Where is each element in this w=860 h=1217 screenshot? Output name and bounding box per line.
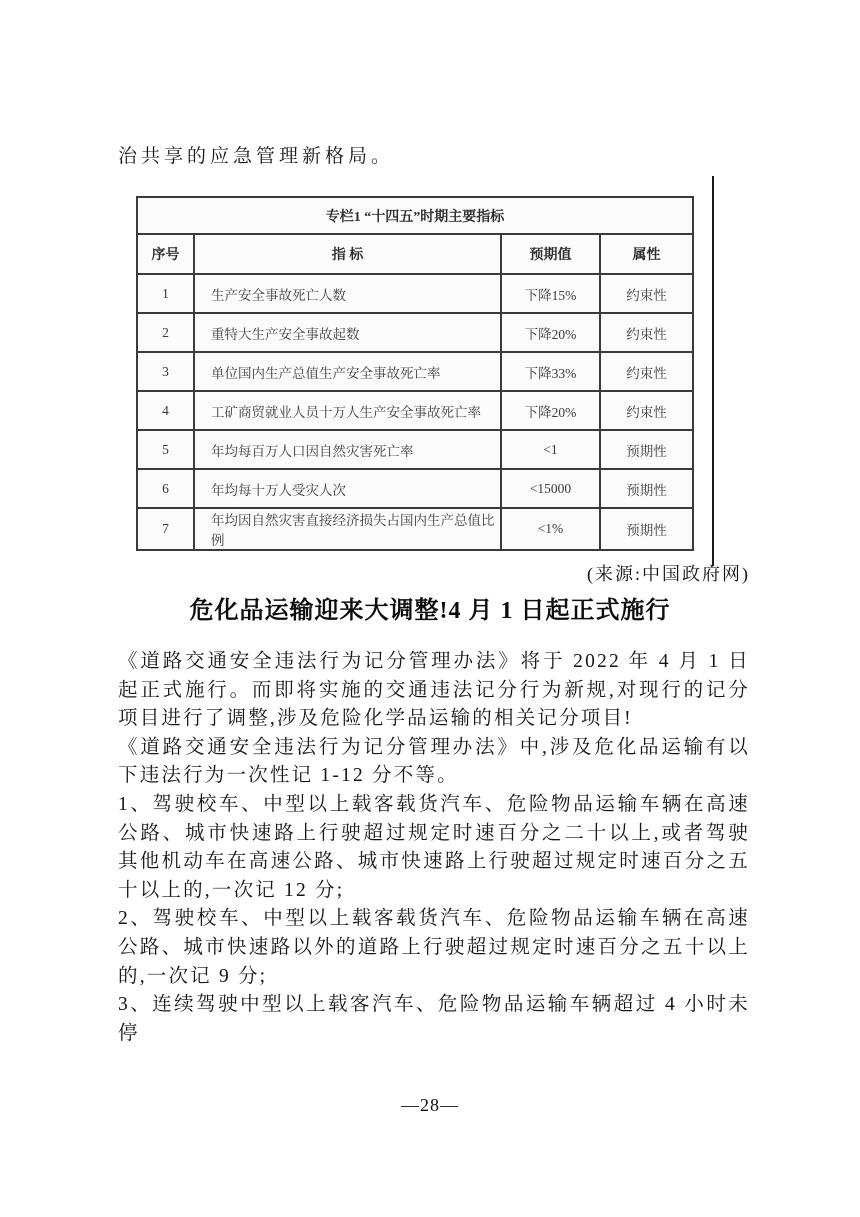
cell-no: 1 [137, 274, 194, 313]
table-row [137, 352, 693, 391]
table-row [137, 430, 693, 469]
cell-expected: <15000 [501, 469, 600, 508]
col-header-indicator: 指 标 [194, 234, 501, 274]
list-item-1: 1、驾驶校车、中型以上载客载货汽车、危险物品运输车辆在高速公路、城市快速路上行驶超过规定时速百分之二十以上,或者驾驶其他机动车在高速公路、城市快速路上行驶超过规定时速百分之五十以上的,一次记 12 分; [118, 793, 750, 901]
cell-indicator: 生产安全事故死亡人数 [194, 274, 501, 313]
cell-attribute: 预期性 [600, 508, 693, 550]
cell-expected: 下降20% [501, 391, 600, 430]
cell-indicator: 单位国内生产总值生产安全事故死亡率 [194, 352, 501, 391]
cell-attribute: 预期性 [600, 469, 693, 508]
intro-text: 治共享的应急管理新格局。 [118, 146, 395, 167]
article-body [118, 648, 750, 1048]
list-item-3: 3、连续驾驶中型以上载客汽车、危险物品运输车辆超过 4 小时未停 [118, 994, 750, 1044]
source-attribution: (来源:中国政府网) [587, 564, 750, 584]
page-number: —28— [401, 1095, 459, 1115]
cell-no: 6 [137, 469, 194, 508]
article-headline: 危化品运输迎来大调整!4 月 1 日起正式施行 [189, 598, 671, 624]
table-title: 专栏1 “十四五”时期主要指标 [137, 197, 693, 234]
table-row [137, 469, 693, 508]
cell-expected: <1 [501, 430, 600, 469]
table-row [137, 391, 693, 430]
table-row [137, 508, 693, 550]
cell-expected: 下降20% [501, 313, 600, 352]
table-header-row [137, 234, 693, 274]
cell-no: 7 [137, 508, 194, 550]
col-header-attribute: 属性 [600, 234, 693, 274]
list-item-2: 2、驾驶校车、中型以上载客载货汽车、危险物品运输车辆在高速公路、城市快速路以外的道路上行驶超过规定时速百分之五十以上的,一次记 9 分; [118, 908, 750, 987]
cell-attribute: 预期性 [600, 430, 693, 469]
cell-indicator: 年均因自然灾害直接经济损失占国内生产总值比例 [194, 508, 501, 550]
cell-attribute: 约束性 [600, 313, 693, 352]
cell-indicator: 工矿商贸就业人员十万人生产安全事故死亡率 [194, 391, 501, 430]
cell-attribute: 约束性 [600, 352, 693, 391]
table-row [137, 274, 693, 313]
indicators-table [136, 196, 694, 551]
cell-indicator: 重特大生产安全事故起数 [194, 313, 501, 352]
cell-expected: 下降15% [501, 274, 600, 313]
paragraph-overview: 《道路交通安全违法行为记分管理办法》中,涉及危化品运输有以下违法行为一次性记 1-12 分不等。 [118, 736, 750, 787]
table-title-row [137, 197, 693, 234]
cell-indicator: 年均每十万人受灾人次 [194, 469, 501, 508]
cell-expected: <1% [501, 508, 600, 550]
col-header-no: 序号 [137, 234, 194, 274]
cell-no: 2 [137, 313, 194, 352]
cell-no: 5 [137, 430, 194, 469]
cell-indicator: 年均每百万人口因自然灾害死亡率 [194, 430, 501, 469]
paragraph-intro: 《道路交通安全违法行为记分管理办法》将于 2022 年 4 月 1 日起正式施行。而即将实施的交通违法记分行为新规,对现行的记分项目进行了调整,涉及危险化学品运输的相关记分项目! [118, 651, 750, 730]
margin-revision-bar [712, 176, 714, 566]
cell-attribute: 约束性 [600, 391, 693, 430]
col-header-expected: 预期值 [501, 234, 600, 274]
cell-no: 3 [137, 352, 194, 391]
cell-expected: 下降33% [501, 352, 600, 391]
cell-attribute: 约束性 [600, 274, 693, 313]
table-row [137, 313, 693, 352]
cell-no: 4 [137, 391, 194, 430]
indicators-table-figure [136, 196, 692, 551]
